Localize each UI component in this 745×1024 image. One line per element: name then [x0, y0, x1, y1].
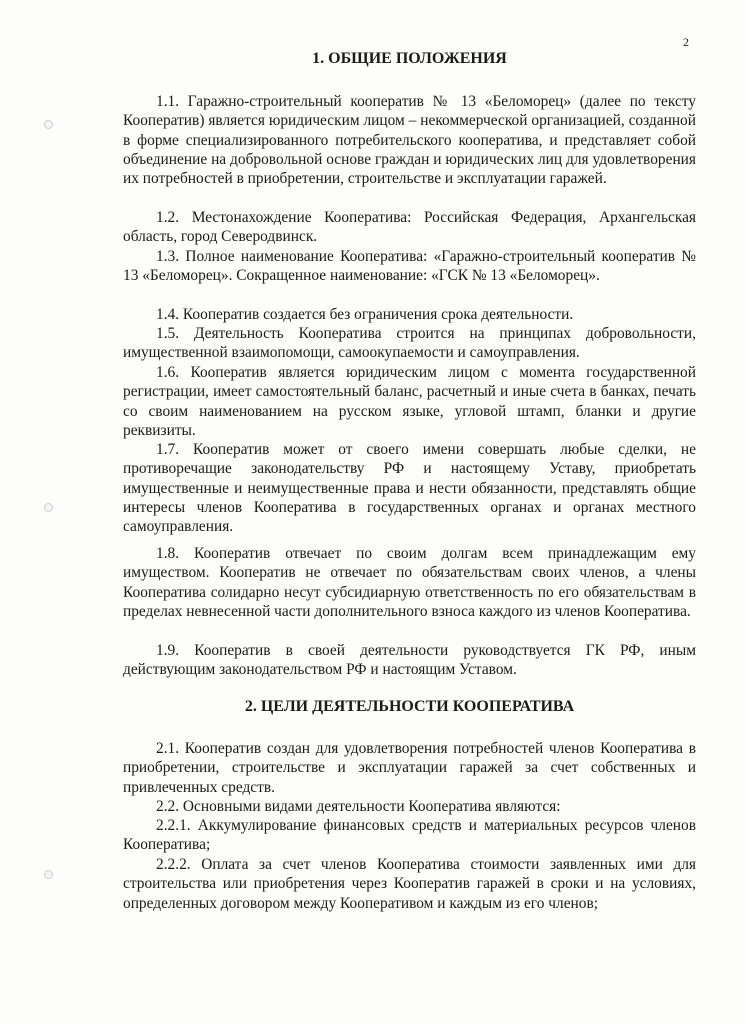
punch-hole-mark [44, 503, 53, 512]
clause-2-2: 2.2. Основными видами деятельности Кооператива являются: [156, 798, 561, 815]
clause-1-7: 1.7. Кооператив может от своего имени совершать любые сделки, не противоречащие законодательству РФ и настоящему Уставу, приобретать имущественные и неимущественные права и нести обязанности, представлять общие интересы членов Кооператива в государственных органах и органах местного самоуправления. [123, 441, 696, 536]
clause-1-9: 1.9. Кооператив в своей деятельности руководствуется ГК РФ, иным действующим законодательством РФ и настоящим Уставом. [123, 642, 696, 679]
clause-1-1: 1.1. Гаражно-строительный кооператив № 13 «Беломорец» (далее по тексту Кооператив) является юридическим лицом – некоммерческой организацией, созданной в форме специализированного потребительского кооператива, и представляет собой объединение на добровольной основе граждан и юридических лиц для удовлетворения их потребностей в приобретении, строительстве и эксплуатации гаражей. [123, 93, 696, 188]
section-1-title: 1. ОБЩИЕ ПОЛОЖЕНИЯ [312, 50, 507, 67]
clause-1-3: 1.3. Полное наименование Кооператива: «Гаражно-строительный кооператив № 13 «Беломорец». Сокращенное наименование: «ГСК № 13 «Беломорец». [123, 248, 696, 285]
clause-2-2-2: 2.2.2. Оплата за счет членов Кооператива стоимости заявленных ими для строительства или приобретения через Кооператив гаражей в сроки и на условиях, определенных договором между Кооперативом и каждым из его членов; [123, 856, 696, 912]
clause-1-4: 1.4. Кооператив создается без ограничения срока деятельности. [156, 306, 574, 323]
clause-1-6: 1.6. Кооператив является юридическим лицом с момента государственной регистрации, имеет самостоятельный баланс, расчетный и иные счета в банках, печать со своим наименованием на русском языке, угловой штамп, бланки и другие реквизиты. [123, 364, 696, 439]
page-number: 2 [683, 35, 689, 49]
clause-1-8: 1.8. Кооператив отвечает по своим долгам всем принадлежащим ему имуществом. Кооператив не отвечает по обязательствам своих членов, а члены Кооператива солидарно несут субсидиарную ответственность по его обязательствам в пределах невнесенной части дополнительного взноса каждого из членов Кооператива. [123, 545, 696, 620]
clause-1-5: 1.5. Деятельность Кооператива строится на принципах добровольности, имущественной взаимопомощи, самоокупаемости и самоуправления. [123, 325, 696, 362]
clause-1-2: 1.2. Местонахождение Кооператива: Российская Федерация, Архангельская область, город Северодвинск. [123, 209, 696, 246]
section-2-title: 2. ЦЕЛИ ДЕЯТЕЛЬНОСТИ КООПЕРАТИВА [244, 698, 575, 715]
clause-2-2-1: 2.2.1. Аккумулирование финансовых средств и материальных ресурсов членов Кооператива; [123, 817, 696, 854]
clause-2-1: 2.1. Кооператив создан для удовлетворения потребностей членов Кооператива в приобретении, строительстве и эксплуатации гаражей за счет собственных и привлеченных средств. [123, 740, 696, 796]
punch-hole-mark [44, 870, 53, 879]
punch-hole-mark [44, 120, 53, 129]
